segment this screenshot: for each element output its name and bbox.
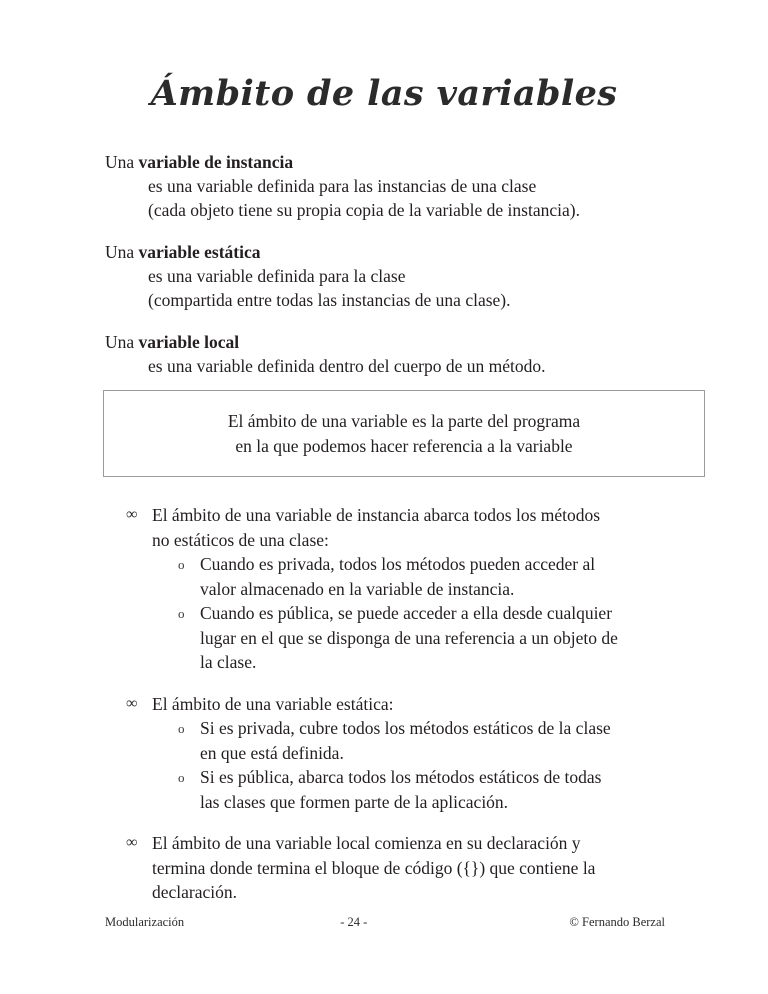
definition-block (105, 330, 705, 378)
subitem-text (200, 765, 715, 814)
bullet-line: El ámbito de una variable local comienza en su declaración y (152, 833, 581, 853)
page-footer (105, 915, 665, 930)
bullet-item (105, 503, 715, 552)
definition-line: es una variable definida para la clase (148, 266, 406, 286)
bullet-subitem (105, 765, 715, 814)
subitem-line: la clase. (200, 652, 257, 672)
bullet-item (105, 831, 715, 905)
subitem-line: Si es pública, abarca todos los métodos estáticos de todas (200, 767, 602, 787)
definition-term (105, 150, 705, 174)
bullet-item (105, 692, 715, 717)
definition-block (105, 240, 705, 312)
definition-body (148, 264, 705, 312)
definition-term-name: variable estática (138, 242, 261, 262)
callout-text (228, 409, 580, 459)
bullet-list (105, 503, 715, 922)
page-title: Ámbito de las variables (150, 73, 618, 114)
definition-line: (compartida entre todas las instancias de una clase). (148, 290, 511, 310)
bullet-group (105, 503, 715, 675)
subitem-line: Cuando es privada, todos los métodos pueden acceder al (200, 554, 596, 574)
subitem-line: valor almacenado en la variable de instancia. (200, 578, 515, 599)
bullet-subitem (105, 716, 715, 765)
bullet-text (152, 692, 715, 717)
bullet-line: El ámbito de una variable de instancia abarca todos los métodos (152, 505, 601, 525)
infinity-bullet-icon: ∞ (126, 506, 138, 523)
subitem-line: en que está definida. (200, 742, 344, 763)
definition-term (105, 240, 705, 264)
definition-lead: Una (105, 152, 139, 172)
subitem-line: las clases que formen parte de la aplicación. (200, 791, 509, 812)
subitem-line: Cuando es pública, se puede acceder a ella desde cualquier (200, 603, 613, 623)
bullet-line: no estáticos de una clase: (152, 529, 329, 550)
infinity-bullet-icon: ∞ (126, 834, 138, 851)
bullet-subitem (105, 601, 715, 675)
definition-body (148, 174, 705, 222)
footer-left-text: Modularización (105, 915, 185, 929)
subitem-text (200, 552, 715, 601)
callout-line: en la que podemos hacer referencia a la variable (235, 435, 573, 456)
bullet-group (105, 692, 715, 815)
bullet-text (152, 503, 715, 552)
definition-lead: Una (105, 332, 139, 352)
bullet-group (105, 831, 715, 905)
bullet-line: declaración. (152, 882, 238, 902)
definition-term-name: variable local (138, 332, 240, 352)
definition-list (105, 150, 705, 396)
circle-bullet-icon: o (178, 770, 185, 785)
circle-bullet-icon: o (178, 606, 185, 621)
definition-line: es una variable definida para las instancias de una clase (148, 176, 537, 196)
definition-body (148, 354, 705, 378)
bullet-line: El ámbito de una variable estática: (152, 693, 394, 714)
bullet-text (152, 831, 715, 905)
subitem-line: lugar en el que se disponga de una referencia a un objeto de (200, 627, 618, 648)
definition-lead: Una (105, 242, 139, 262)
circle-bullet-icon: o (178, 721, 185, 736)
definition-term-name: variable de instancia (138, 152, 294, 172)
footer-copyright: © Fernando Berzal (569, 915, 665, 929)
definition-block (105, 150, 705, 222)
definition-term (105, 330, 705, 354)
bullet-subitem (105, 552, 715, 601)
circle-bullet-icon: o (178, 557, 185, 572)
subitem-text (200, 601, 715, 675)
callout-box (103, 390, 705, 477)
definition-line: (cada objeto tiene su propia copia de la variable de instancia). (148, 200, 580, 220)
subitem-line: Si es privada, cubre todos los métodos estáticos de la clase (200, 718, 611, 738)
footer-page-number: - 24 - (340, 915, 368, 929)
infinity-bullet-icon: ∞ (126, 694, 138, 712)
callout-line: El ámbito de una variable es la parte del programa (227, 410, 581, 431)
definition-line: es una variable definida dentro del cuerpo de un método. (148, 356, 546, 376)
bullet-line: termina donde termina el bloque de código ({}) que contiene la (152, 857, 596, 878)
subitem-text (200, 716, 715, 765)
